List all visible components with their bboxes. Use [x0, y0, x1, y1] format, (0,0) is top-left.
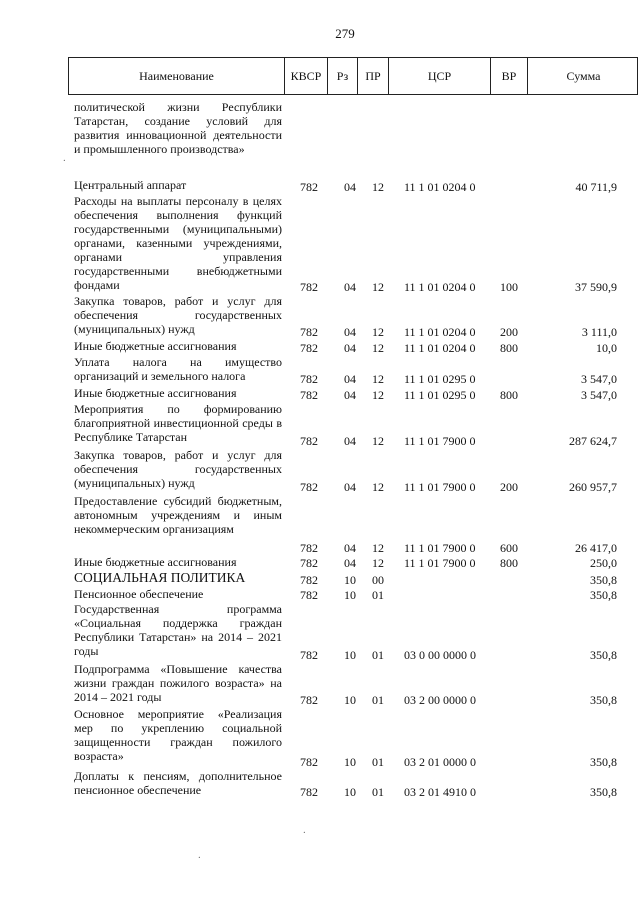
row-csr: 11 1 01 0295 0	[404, 388, 476, 402]
table-row	[0, 386, 640, 402]
row-csr: 03 2 00 0000 0	[404, 693, 476, 707]
page-number: 279	[335, 26, 355, 41]
row-csr: 11 1 01 7900 0	[404, 434, 476, 448]
row-sum: 10,0	[596, 341, 617, 355]
table-row	[0, 587, 640, 602]
row-name: Подпрограмма «Повышение качества жизни граждан пожилого возраста» на 2014 – 2021 годы	[74, 662, 282, 704]
table-row	[0, 194, 640, 294]
row-csr: 03 0 00 0000 0	[404, 648, 476, 662]
row-kvsr: 782	[300, 755, 318, 769]
table-row	[0, 602, 640, 662]
row-rz: 04	[344, 280, 356, 294]
header-vr: ВР	[491, 58, 528, 94]
row-name: Иные бюджетные ассигнования	[74, 339, 237, 353]
row-sum: 350,8	[590, 648, 617, 662]
row-pr: 00	[372, 573, 384, 587]
row-vr: 100	[500, 280, 518, 294]
table-row	[0, 570, 640, 587]
row-name: Расходы на выплаты персоналу в целях обеспечения выполнения функций государственными (муниципальными) органами, казенными учреждениями, органами управления государственными внебюджетными фондами	[74, 194, 282, 292]
header-name: Наименование	[69, 58, 285, 94]
table-row	[0, 662, 640, 707]
row-sum: 250,0	[590, 556, 617, 570]
scan-speck: .	[198, 849, 201, 861]
row-name: Иные бюджетные ассигнования	[74, 386, 237, 400]
header-pr: ПР	[358, 58, 389, 94]
row-csr: 11 1 01 0204 0	[404, 180, 476, 194]
scan-speck: .	[63, 152, 66, 164]
row-sum: 3 547,0	[581, 388, 617, 402]
row-sum: 3 547,0	[581, 372, 617, 386]
header-rz: Рз	[328, 58, 358, 94]
row-kvsr: 782	[300, 388, 318, 402]
row-kvsr: 782	[300, 785, 318, 799]
header-kvsr: КВСР	[285, 58, 328, 94]
row-name: Уплата налога на имущество организаций и земельного налога	[74, 355, 282, 383]
row-rz: 04	[344, 388, 356, 402]
row-rz: 04	[344, 180, 356, 194]
row-rz: 04	[344, 372, 356, 386]
row-name: Мероприятия по формированию благоприятной инвестиционной среды в Республике Татарстан	[74, 402, 282, 444]
row-pr: 12	[372, 480, 384, 494]
row-kvsr: 782	[300, 325, 318, 339]
row-vr: 600	[500, 541, 518, 555]
header-sum: Сумма	[566, 68, 601, 83]
row-vr: 800	[500, 556, 518, 570]
row-csr: 03 2 01 0000 0	[404, 755, 476, 769]
row-sum: 287 624,7	[569, 434, 617, 448]
row-sum: 37 590,9	[575, 280, 617, 294]
row-pr: 01	[372, 693, 384, 707]
row-sum: 350,8	[590, 573, 617, 587]
row-pr: 01	[372, 755, 384, 769]
row-rz: 10	[344, 785, 356, 799]
row-name: Центральный аппарат	[74, 178, 187, 192]
row-kvsr: 782	[300, 648, 318, 662]
row-pr: 12	[372, 388, 384, 402]
row-name: Государственная программа «Социальная поддержка граждан Республики Татарстан» на 2014 – 2021 годы	[74, 602, 282, 658]
row-kvsr: 782	[300, 480, 318, 494]
row-rz: 10	[344, 693, 356, 707]
row-rz: 04	[344, 541, 356, 555]
table-header	[68, 57, 638, 95]
table-row	[0, 707, 640, 769]
row-rz: 10	[344, 648, 356, 662]
row-sum: 350,8	[590, 755, 617, 769]
row-csr: 11 1 01 0204 0	[404, 325, 476, 339]
row-csr: 11 1 01 0295 0	[404, 372, 476, 386]
row-vr: 200	[500, 480, 518, 494]
row-rz: 04	[344, 325, 356, 339]
table-row	[0, 448, 640, 494]
row-rz: 04	[344, 556, 356, 570]
header-csr: ЦСР	[389, 58, 491, 94]
row-sum: 3 111,0	[581, 325, 617, 339]
row-sum: 40 711,9	[575, 180, 617, 194]
row-kvsr: 782	[300, 588, 318, 602]
row-pr: 12	[372, 325, 384, 339]
row-kvsr: 782	[300, 341, 318, 355]
row-pr: 12	[372, 280, 384, 294]
row-pr: 12	[372, 541, 384, 555]
row-pr: 12	[372, 434, 384, 448]
row-sum: 350,8	[590, 785, 617, 799]
row-name: СОЦИАЛЬНАЯ ПОЛИТИКА	[74, 570, 246, 585]
table-row	[0, 178, 640, 194]
table-row	[0, 339, 640, 355]
row-vr: 200	[500, 325, 518, 339]
table-row	[0, 769, 640, 799]
row-csr: 11 1 01 7900 0	[404, 541, 476, 555]
row-kvsr: 782	[300, 180, 318, 194]
row-csr: 11 1 01 0204 0	[404, 280, 476, 294]
row-csr: 11 1 01 7900 0	[404, 556, 476, 570]
row-vr: 800	[500, 388, 518, 402]
row-vr: 800	[500, 341, 518, 355]
row-pr: 12	[372, 372, 384, 386]
row-name: Закупка товаров, работ и услуг для обеспечения государственных (муниципальных) нужд	[74, 294, 282, 336]
row-kvsr: 782	[300, 280, 318, 294]
table-row	[0, 355, 640, 386]
row-pr: 01	[372, 785, 384, 799]
row-csr: 03 2 01 4910 0	[404, 785, 476, 799]
row-sum: 350,8	[590, 693, 617, 707]
row-sum: 26 417,0	[575, 541, 617, 555]
row-rz: 04	[344, 480, 356, 494]
row-kvsr: 782	[300, 556, 318, 570]
row-kvsr: 782	[300, 693, 318, 707]
row-name: Пенсионное обеспечение	[74, 587, 204, 601]
row-name: Закупка товаров, работ и услуг для обеспечения государственных (муниципальных) нужд	[74, 448, 282, 490]
row-kvsr: 782	[300, 541, 318, 555]
row-pr: 12	[372, 341, 384, 355]
row-pr: 01	[372, 648, 384, 662]
table-row	[0, 294, 640, 339]
row-name: политической жизни Республики Татарстан, создание условий для развития инновационной деятельности и промышленного производства»	[74, 100, 282, 156]
row-rz: 04	[344, 341, 356, 355]
row-pr: 12	[372, 556, 384, 570]
row-rz: 10	[344, 588, 356, 602]
row-sum: 260 957,7	[569, 480, 617, 494]
row-pr: 01	[372, 588, 384, 602]
row-sum: 350,8	[590, 588, 617, 602]
table-row	[0, 494, 640, 555]
row-name: Основное мероприятие «Реализация мер по укреплению социальной защищенности граждан пожилого возраста»	[74, 707, 282, 763]
row-name: Доплаты к пенсиям, дополнительное пенсионное обеспечение	[74, 769, 282, 797]
row-rz: 10	[344, 755, 356, 769]
table-row	[0, 402, 640, 448]
row-rz: 04	[344, 434, 356, 448]
row-name: Иные бюджетные ассигнования	[74, 555, 237, 569]
scan-speck: .	[303, 824, 306, 836]
row-kvsr: 782	[300, 573, 318, 587]
table-row	[0, 555, 640, 570]
table-row	[0, 100, 640, 178]
row-pr: 12	[372, 180, 384, 194]
row-kvsr: 782	[300, 372, 318, 386]
row-csr: 11 1 01 0204 0	[404, 341, 476, 355]
row-rz: 10	[344, 573, 356, 587]
row-csr: 11 1 01 7900 0	[404, 480, 476, 494]
row-name: Предоставление субсидий бюджетным, автономным учреждениям и иным некоммерческим организациям	[74, 494, 282, 536]
budget-table-body	[0, 100, 640, 799]
row-kvsr: 782	[300, 434, 318, 448]
